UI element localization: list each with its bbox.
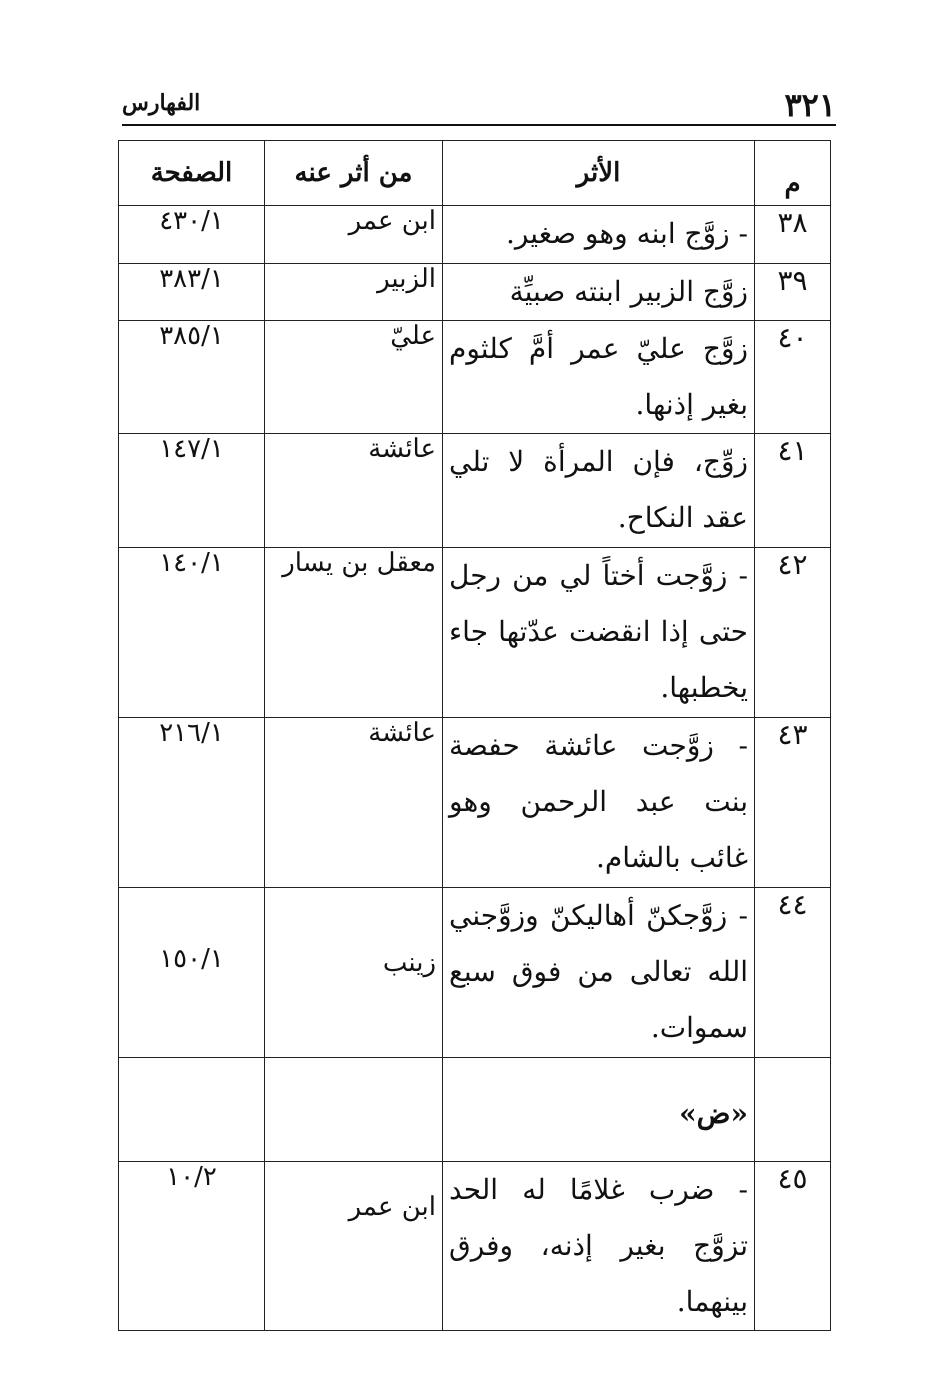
table-row: [119, 206, 831, 264]
page-number: ٣٢١: [784, 86, 836, 124]
row-athar-text: زوَّج الزبير ابنته صبيِّة: [443, 264, 755, 321]
row-page-ref: ١٥٠/١: [119, 888, 265, 1058]
row-athar-text: زوِّج، فإن المرأة لا تلي عقد النكاح.: [443, 434, 755, 548]
row-narrator: ابن عمر: [265, 206, 443, 264]
table-row: [119, 264, 831, 321]
row-athar-text: زوَّج عليّ عمر أمَّ كلثوم بغير إذنها.: [443, 321, 755, 434]
row-athar-text: - زوَّجت عائشة حفصة بنت عبد الرحمن وهو غائب بالشام.: [443, 718, 755, 888]
column-header-narrator: من أثر عنه: [265, 141, 443, 206]
row-page-ref: ١٠/٢: [119, 1162, 265, 1331]
column-header-page: الصفحة: [119, 141, 265, 206]
row-athar-text: - زوَّج ابنه وهو صغير.: [443, 206, 755, 264]
section-narrator-empty: [265, 1058, 443, 1162]
table-row: [119, 1162, 831, 1331]
table-row-section: [119, 1058, 831, 1162]
row-athar-text: - زوَّجكنّ أهاليكنّ وزوَّجني الله تعالى من فوق سبع سموات.: [443, 888, 755, 1058]
row-athar-text: - ضرب غلامًا له الحد تزوَّج بغير إذنه، وفرق بينهما.: [443, 1162, 755, 1331]
table-row: [119, 718, 831, 888]
section-letter-cell: [443, 1058, 755, 1162]
row-number: ٤٢: [755, 548, 831, 718]
row-page-ref: ١٤٠/١: [119, 548, 265, 718]
row-number: ٣٨: [755, 206, 831, 264]
row-number: ٤٤: [755, 888, 831, 1058]
table-row: [119, 321, 831, 434]
table-row: [119, 434, 831, 548]
section-num-empty: [755, 1058, 831, 1162]
row-narrator: ابن عمر: [265, 1162, 443, 1331]
section-letter: «ض»: [679, 1096, 748, 1130]
row-page-ref: ٣٨٥/١: [119, 321, 265, 434]
row-number: ٤٣: [755, 718, 831, 888]
row-page-ref: ٤٣٠/١: [119, 206, 265, 264]
page-header: [122, 80, 836, 126]
row-page-ref: ٣٨٣/١: [119, 264, 265, 321]
row-number: ٤٠: [755, 321, 831, 434]
row-narrator: عائشة: [265, 718, 443, 888]
row-page-ref: ٢١٦/١: [119, 718, 265, 888]
column-header-num: م: [755, 141, 831, 206]
row-narrator: زينب: [265, 888, 443, 1058]
row-narrator: معقل بن يسار: [265, 548, 443, 718]
row-narrator: عليّ: [265, 321, 443, 434]
table-row: [119, 548, 831, 718]
table-header-row: [119, 141, 831, 206]
running-title: الفهارس: [122, 90, 201, 116]
row-narrator: عائشة: [265, 434, 443, 548]
row-athar-text: - زوَّجت أختاً لي من رجل حتى إذا انقضت عدّتها جاء يخطبها.: [443, 548, 755, 718]
row-narrator: الزبير: [265, 264, 443, 321]
row-number: ٣٩: [755, 264, 831, 321]
table-row: [119, 888, 831, 1058]
section-page-empty: [119, 1058, 265, 1162]
column-header-athar: الأثر: [443, 141, 755, 206]
row-page-ref: ١٤٧/١: [119, 434, 265, 548]
row-number: ٤٥: [755, 1162, 831, 1331]
athar-index-table: [118, 140, 831, 1331]
row-number: ٤١: [755, 434, 831, 548]
